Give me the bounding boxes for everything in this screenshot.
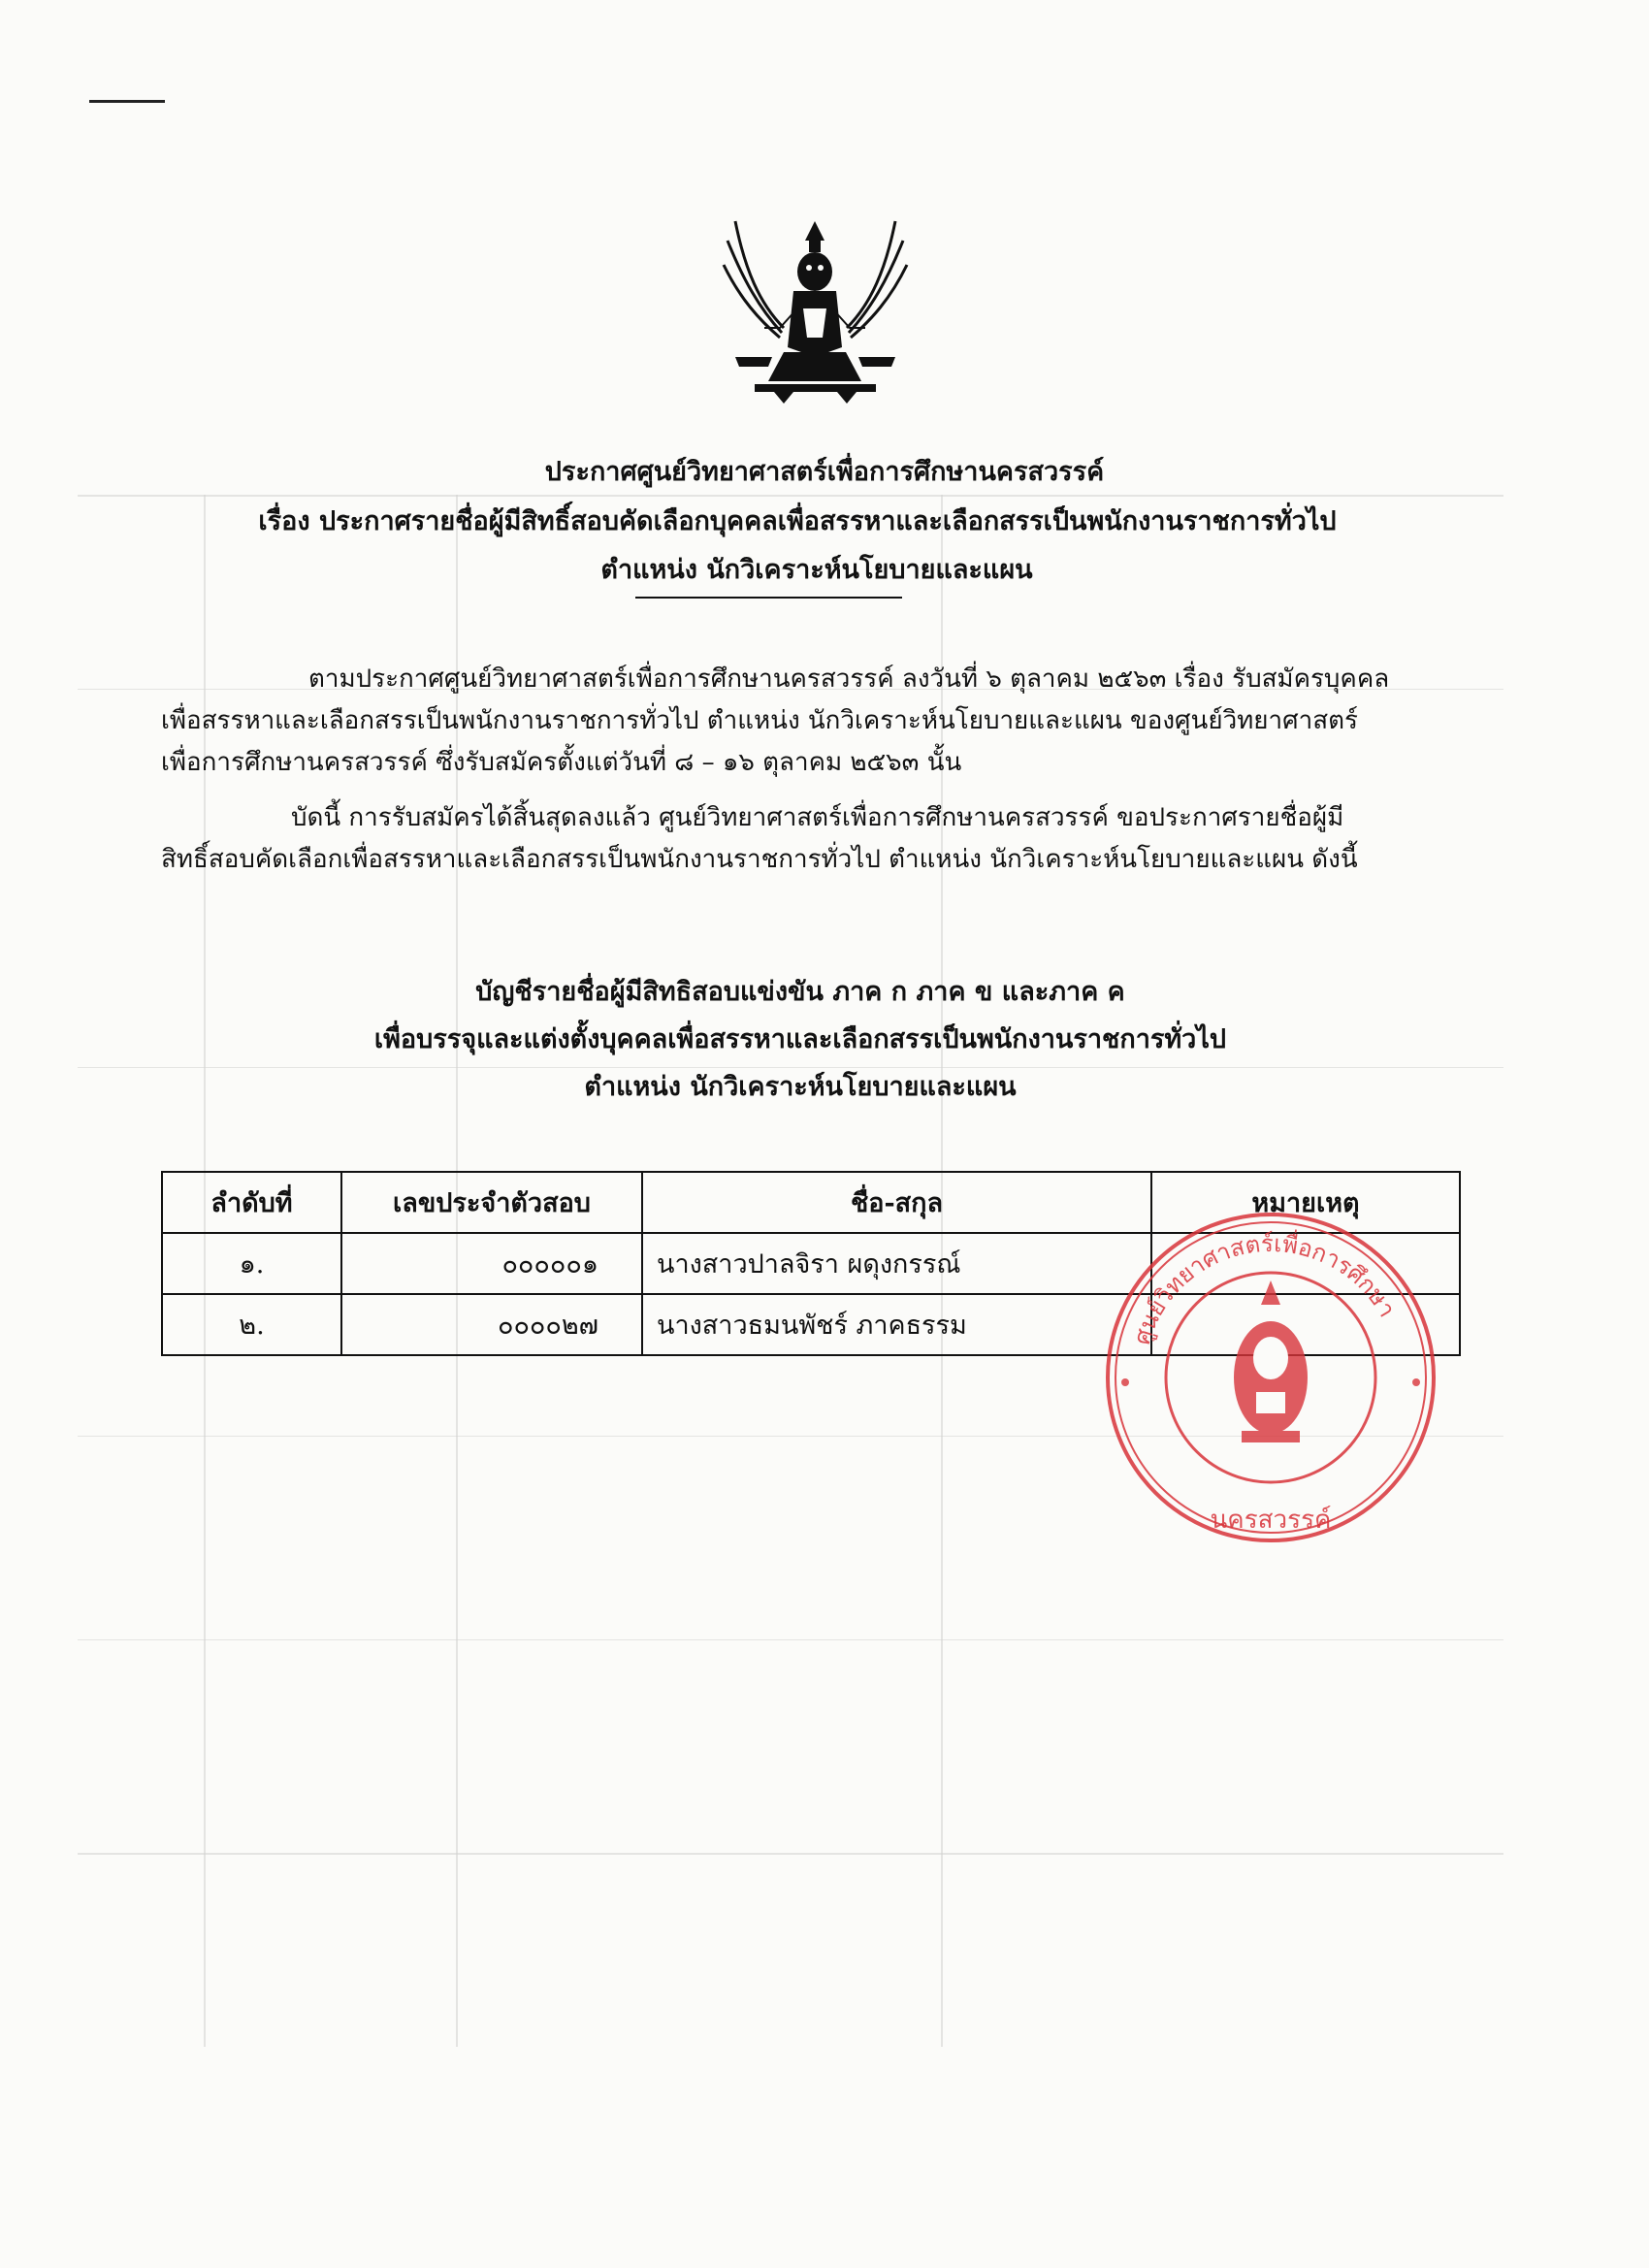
list-heading-line-2: เพื่อบรรจุและแต่งตั้งบุคคลเพื่อสรรหาและเลือกสรรเป็นพนักงานราชการทั่วไป (373, 1024, 1227, 1054)
announcement-position: ตำแหน่ง นักวิเคราะห์นโยบายและแผน (600, 555, 1033, 585)
list-heading-line-3: ตำแหน่ง นักวิเคราะห์นโยบายและแผน (584, 1072, 1017, 1102)
header-name: ชื่อ-สกุล (642, 1172, 1151, 1233)
body-paragraph-2-line-2: สิทธิ์สอบคัดเลือกเพื่อสรรหาและเลือกสรรเป็นพนักงานราชการทั่วไป ตำแหน่ง นักวิเคราะห์นโยบายและแผน ดังนี้ (161, 845, 1358, 874)
scan-mark (89, 100, 165, 103)
header-remark: หมายเหตุ (1151, 1172, 1460, 1233)
announcement-title: ประกาศศูนย์วิทยาศาสตร์เพื่อการศึกษานครสวรรค์ (544, 457, 1105, 487)
svg-text:นครสวรรค์: นครสวรรค์ (1210, 1506, 1332, 1535)
svg-text:ศูนย์วิทยาศาสตร์เพื่อการศึกษา: ศูนย์วิทยาศาสตร์เพื่อการศึกษา (1127, 1229, 1402, 1348)
exam-id-cell: ๐๐๐๐๒๗ (341, 1294, 642, 1355)
list-heading-line-1: บัญชีรายชื่อผู้มีสิทธิสอบแข่งขัน ภาค ก ภาค ข และภาค ค (475, 977, 1125, 1007)
announcement-subject: เรื่อง ประกาศรายชื่อผู้มีสิทธิ์สอบคัดเลือกบุคคลเพื่อสรรหาและเลือกสรรเป็นพนักงานราชการทั่วไป (258, 506, 1337, 536)
name-cell: นางสาวธมนพัชร์ ภาคธรรม (642, 1294, 1151, 1355)
official-seal-stamp-icon (1096, 1198, 1445, 1557)
name-cell: นางสาวปาลจิรา ผดุงกรรณ์ (642, 1233, 1151, 1294)
body-paragraph-2-line-1: บัดนี้ การรับสมัครได้สิ้นสุดลงแล้ว ศูนย์วิทยาศาสตร์เพื่อการศึกษานครสวรรค์ ขอประกาศรายชื่อผู้มี (291, 803, 1344, 832)
body-paragraph-1-line-3: เพื่อการศึกษานครสวรรค์ ซึ่งรับสมัครตั้งแต่วันที่ ๘ – ๑๖ ตุลาคม ๒๕๖๓ นั้น (161, 748, 962, 777)
order-cell: ๑. (162, 1233, 341, 1294)
body-paragraph-1-line-2: เพื่อสรรหาและเลือกสรรเป็นพนักงานราชการทั่วไป ตำแหน่ง นักวิเคราะห์นโยบายและแผน ของศูนย์วิทยาศาสตร์ (161, 706, 1358, 735)
header-order: ลำดับที่ (162, 1172, 341, 1233)
body-paragraph-1-line-1: ตามประกาศศูนย์วิทยาศาสตร์เพื่อการศึกษานครสวรรค์ ลงวันที่ ๖ ตุลาคม ๒๕๖๓ เรื่อง รับสมัครบุคคล (308, 664, 1390, 694)
title-underline (635, 597, 902, 599)
header-exam-id: เลขประจำตัวสอบ (341, 1172, 642, 1233)
exam-id-cell: ๐๐๐๐๐๑ (341, 1233, 642, 1294)
garuda-emblem-icon (716, 211, 915, 405)
order-cell: ๒. (162, 1294, 341, 1355)
